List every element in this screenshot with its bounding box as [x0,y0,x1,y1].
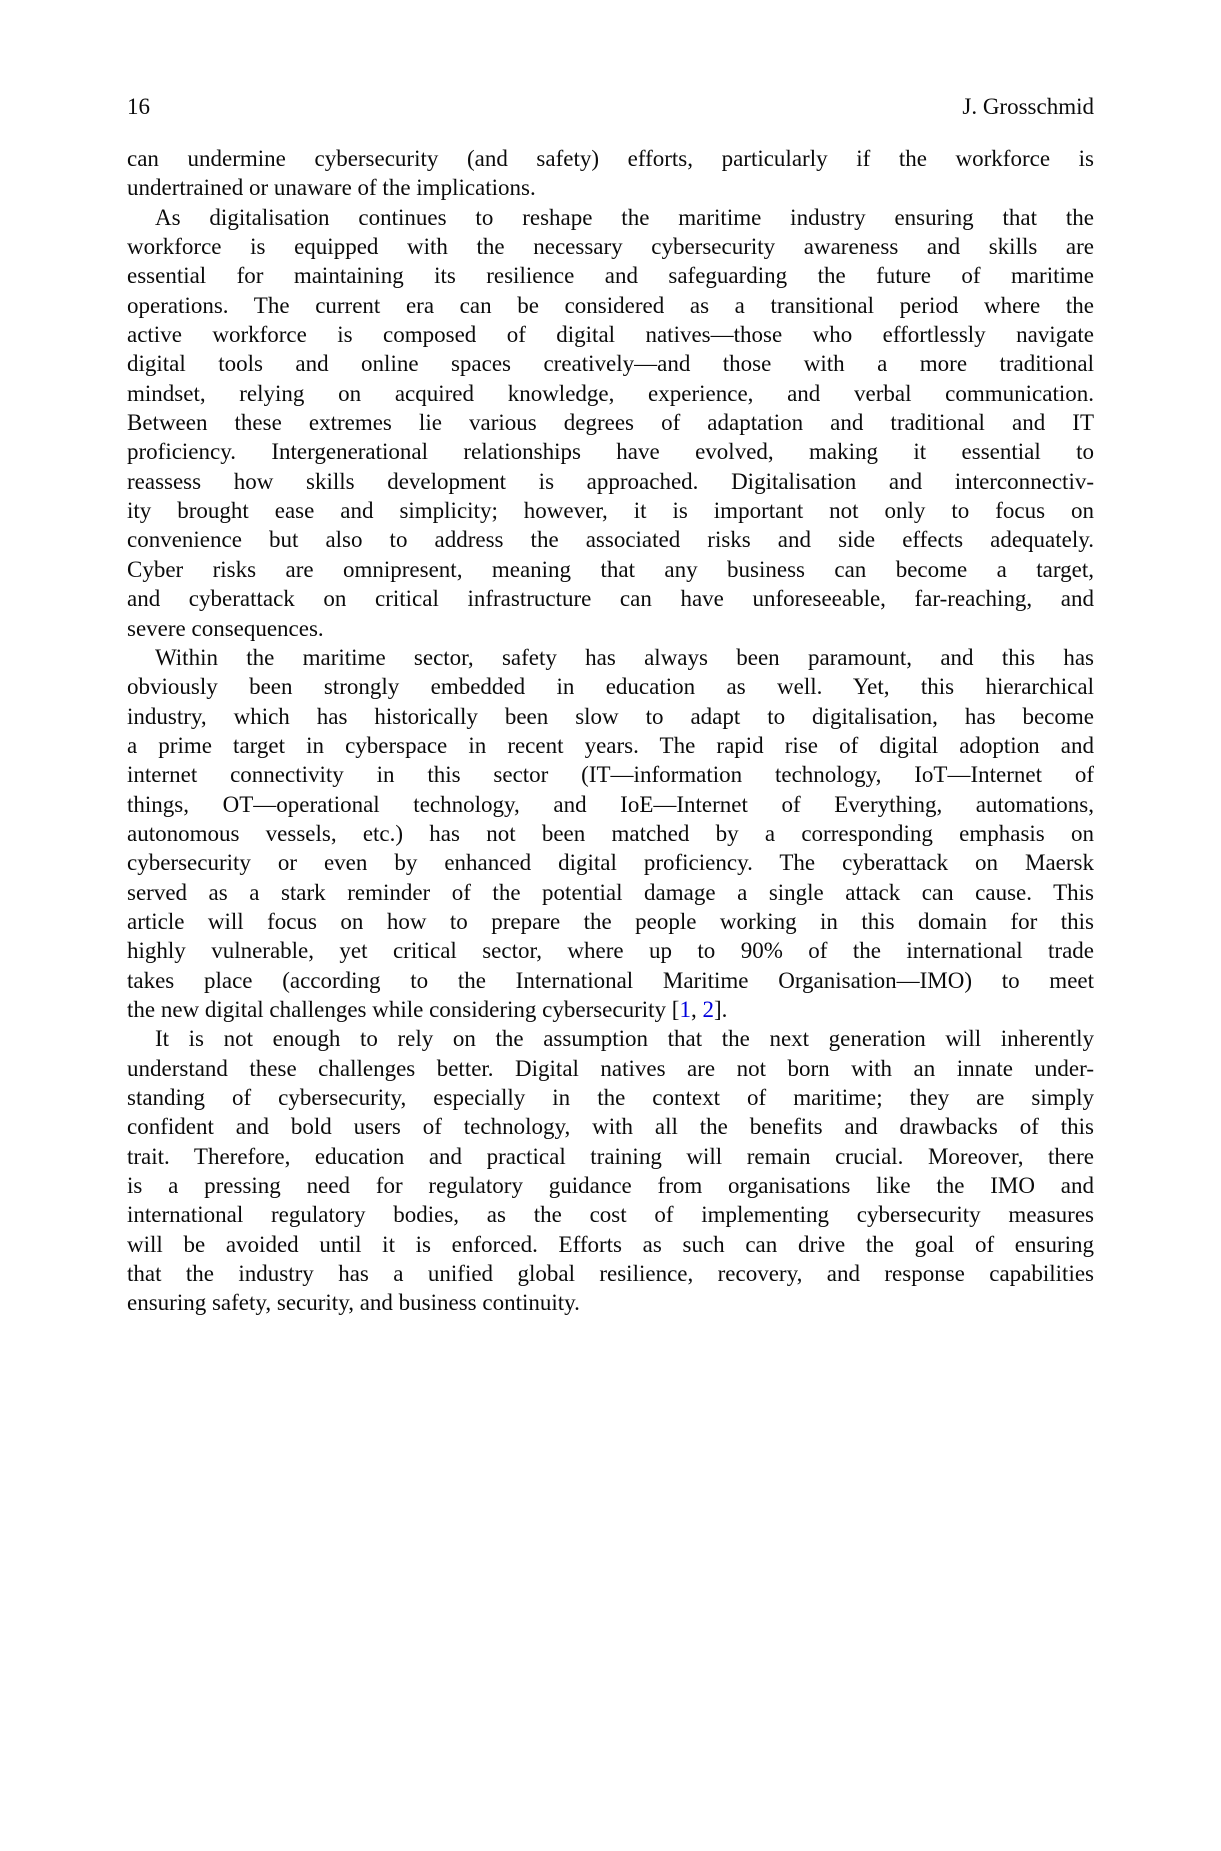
text-line: understand these challenges better. Digital natives are not born with an innate under- [127,1055,1094,1081]
text-line: digital tools and online spaces creatively—and those with a more traditional [127,351,1094,377]
text-line: internet connectivity in this sector (IT—information technology, IoT—Internet of [127,762,1094,788]
page-content [127,92,1094,1318]
line-text: , [690,996,703,1022]
text-line: standing of cybersecurity, especially in the context of maritime; they are simply [127,1085,1094,1110]
text-line: cybersecurity or even by enhanced digital proficiency. The cyberattack on Maersk [127,850,1094,876]
line-text: the new digital challenges while considering cybersecurity [ [127,996,680,1022]
text-line: reassess how skills development is approached. Digitalisation and interconnectiv- [127,468,1094,494]
text-line [127,995,1094,1024]
text-line: Cyber risks are omnipresent, meaning that any business can become a target, [127,556,1094,582]
text-line: international regulatory bodies, as the cost of implementing cybersecurity measures [127,1202,1094,1228]
text-line: obviously been strongly embedded in education as well. Yet, this hierarchical [127,674,1094,700]
text-line: proficiency. Intergenerational relationships have evolved, making it essential to [127,439,1094,465]
page-number: 16 [127,94,150,119]
text-line: essential for maintaining its resilience and safeguarding the future of maritime [127,263,1094,289]
text-line: confident and bold users of technology, with all the benefits and drawbacks of this [127,1114,1094,1140]
text-line: that the industry has a unified global resilience, recovery, and response capabilities [127,1261,1094,1287]
text-line: trait. Therefore, education and practical training will remain crucial. Moreover, there [127,1143,1094,1169]
running-head-author: J. Grosschmid [962,94,1094,119]
text-line: Between these extremes lie various degrees of adaptation and traditional and IT [127,410,1094,436]
text-line: is a pressing need for regulatory guidance from organisations like the IMO and [127,1173,1094,1199]
paragraph [127,1024,1094,1317]
text-line: will be avoided until it is enforced. Efforts as such can drive the goal of ensuring [127,1231,1094,1257]
text-line: ity brought ease and simplicity; however, it is important not only to focus on [127,498,1094,524]
paragraph [127,203,1094,643]
text-line: mindset, relying on acquired knowledge, experience, and verbal communication. [127,380,1094,406]
text-line: article will focus on how to prepare the people working in this domain for this [127,908,1094,934]
text-line: highly vulnerable, yet critical sector, where up to 90% of the international trade [127,938,1094,964]
text-line: takes place (according to the International Maritime Organisation—IMO) to meet [127,967,1094,993]
text-line: can undermine cybersecurity (and safety) efforts, particularly if the workforce is [127,146,1094,171]
text-line: a prime target in cyberspace in recent years. The rapid rise of digital adoption and [127,732,1094,758]
text-line: autonomous vessels, etc.) has not been matched by a corresponding emphasis on [127,820,1094,846]
text-line: Within the maritime sector, safety has always been paramount, and this has [155,644,1094,670]
text-line: workforce is equipped with the necessary cybersecurity awareness and skills are [127,234,1094,260]
text-line: served as a stark reminder of the potential damage a single attack can cause. This [127,879,1094,905]
text-line: undertrained or unaware of the implications. [127,175,536,201]
text-line: As digitalisation continues to reshape the maritime industry ensuring that the [155,204,1094,230]
citation-ref-link[interactable]: 2 [702,996,714,1022]
page-body [127,144,1094,1318]
text-line: ensuring safety, security, and business continuity. [127,1290,580,1316]
text-line: industry, which has historically been slow to adapt to digitalisation, has become [127,703,1094,729]
text-line: It is not enough to rely on the assumption that the next generation will inherently [155,1026,1094,1052]
text-line: and cyberattack on critical infrastructure can have unforeseeable, far-reaching, and [127,586,1094,612]
text-line: active workforce is composed of digital natives—those who effortlessly navigate [127,322,1094,348]
line-text: ]. [713,996,728,1022]
paragraph [127,144,1094,203]
text-line: things, OT—operational technology, and IoE—Internet of Everything, automations, [127,791,1094,817]
text-line: convenience but also to address the associated risks and side effects adequately. [127,527,1094,553]
running-header [127,92,1094,121]
text-line: operations. The current era can be considered as a transitional period where the [127,292,1094,318]
text-line: severe consequences. [127,615,324,641]
citation-ref-link[interactable]: 1 [679,996,691,1022]
paragraph [127,643,1094,1024]
